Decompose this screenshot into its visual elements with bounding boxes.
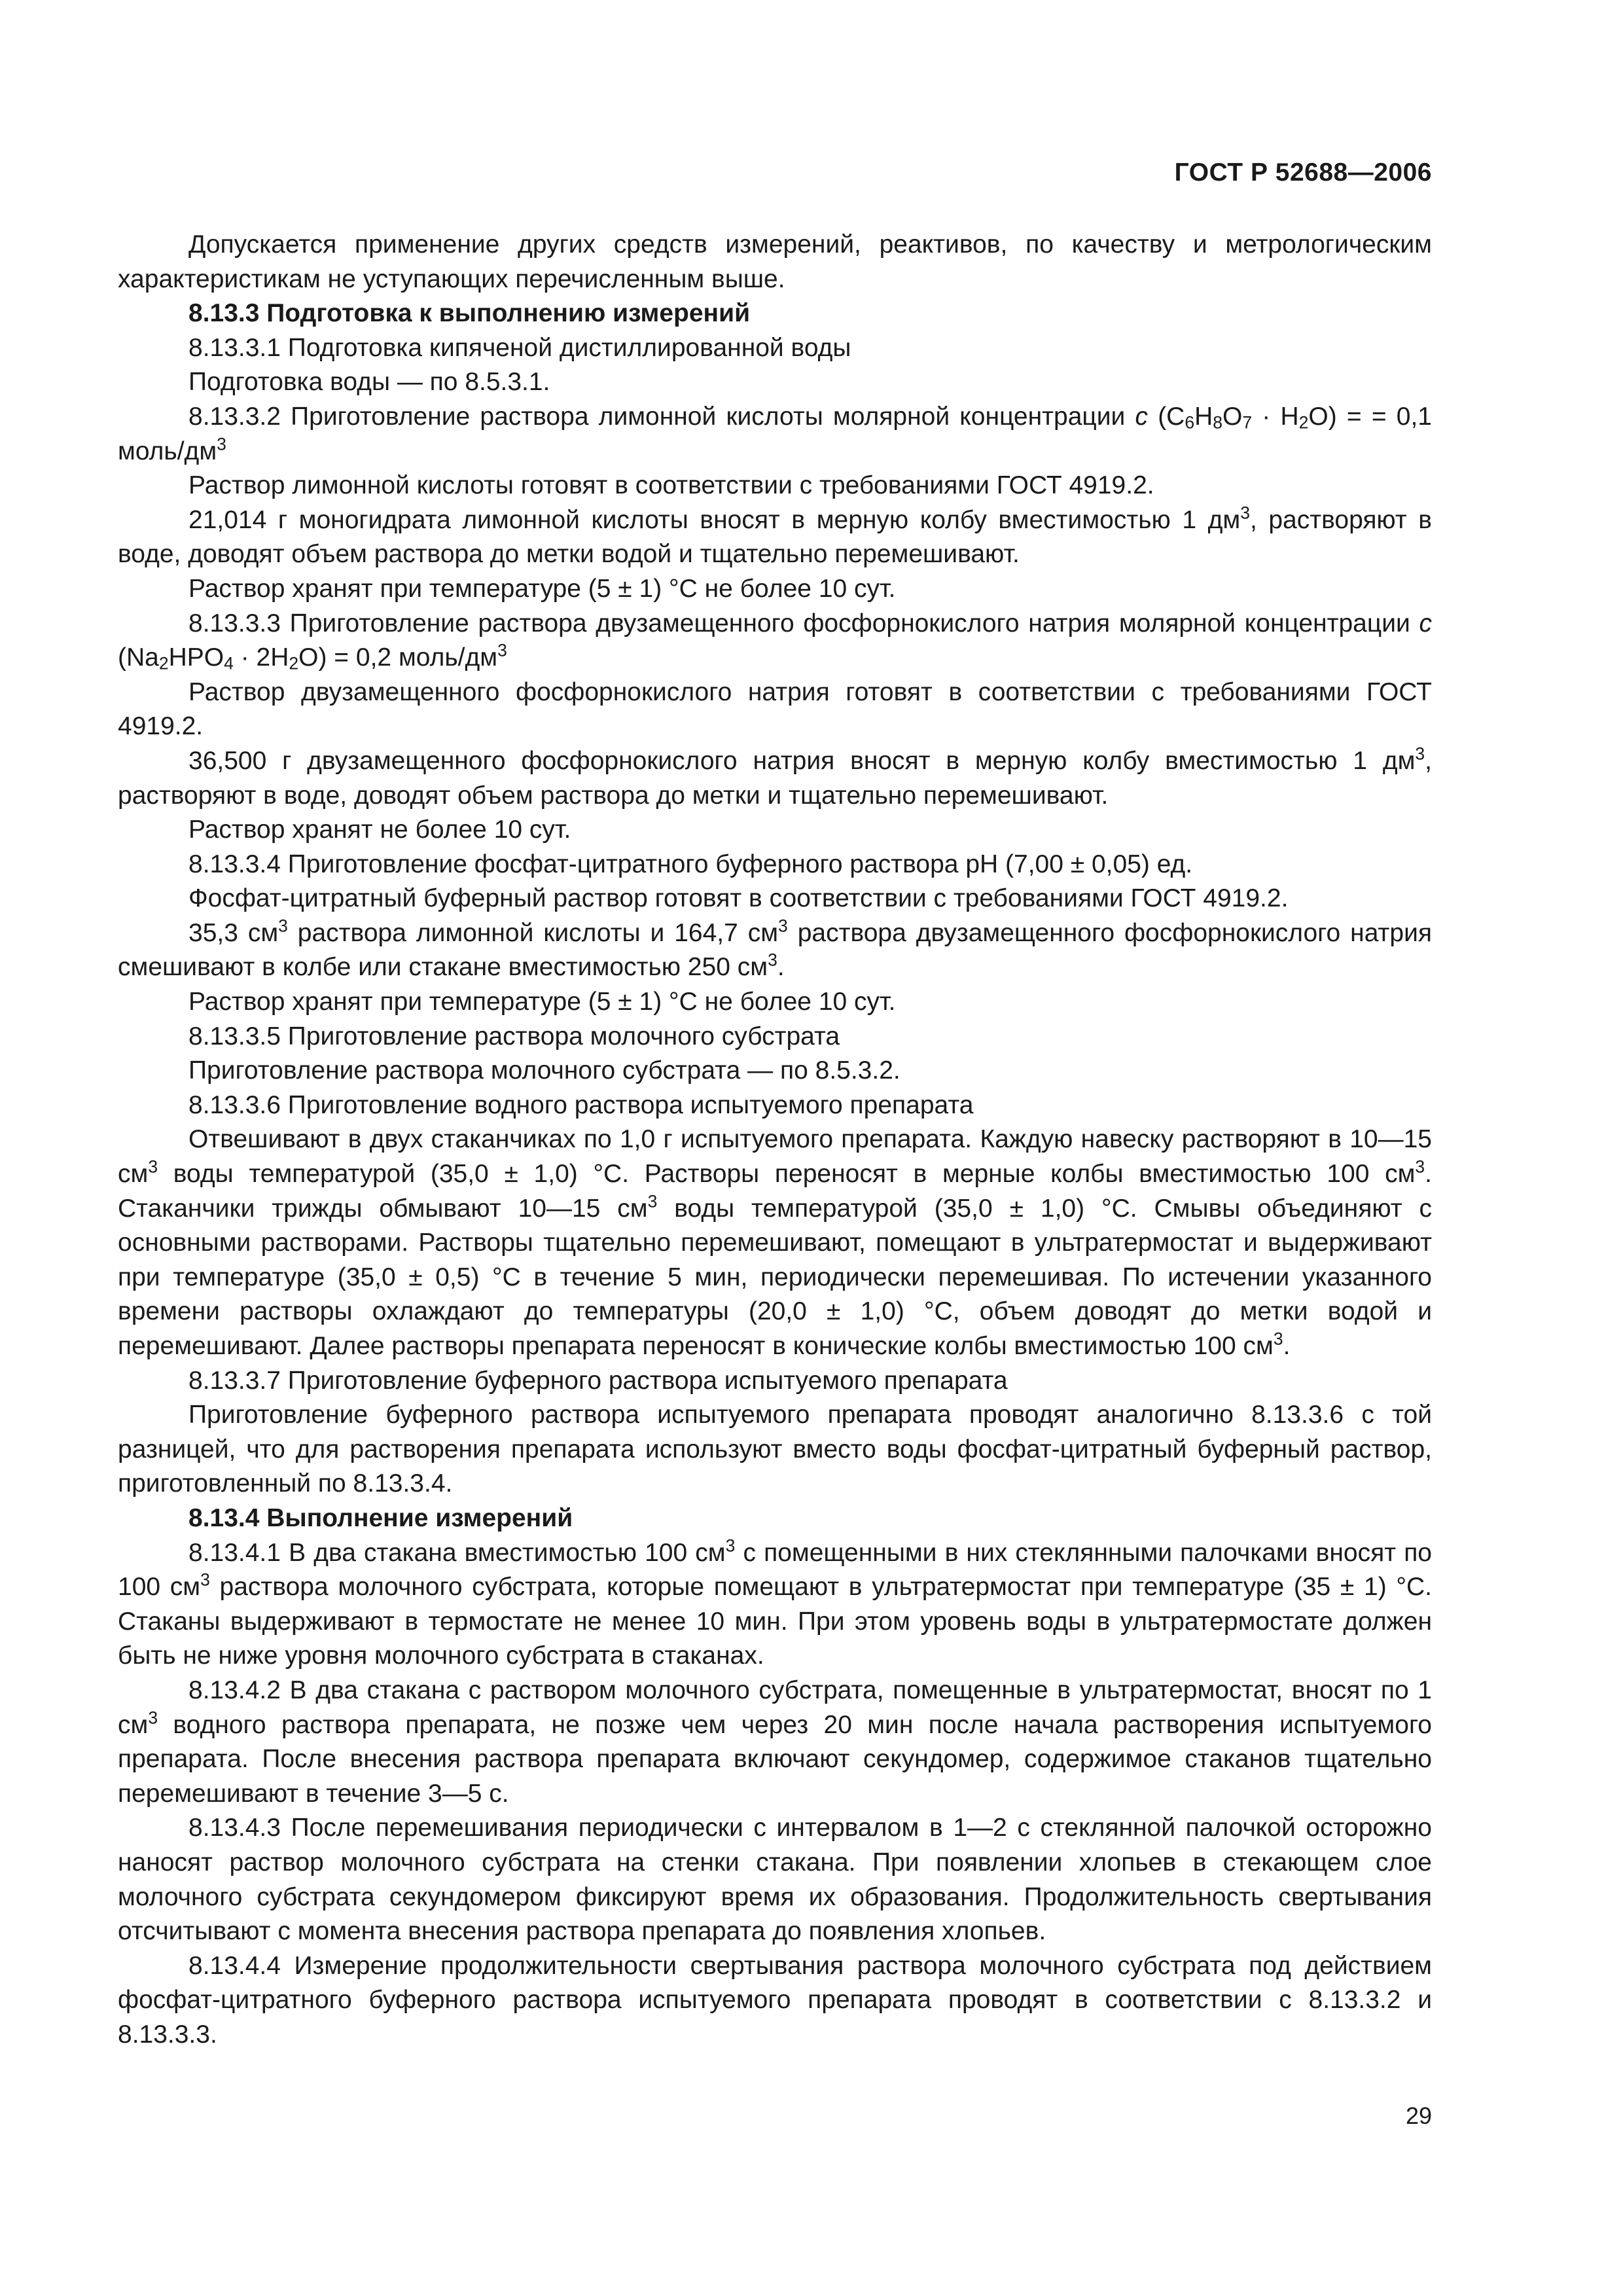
paragraph: 35,3 $см^3$ раствора лимонной кислоты и 164,7 $см^3$ раствора двузамещенного фосфорнокислого натрия смешивают в колбе или стакане вместимостью 250 $см^3$. (118, 916, 1432, 982)
subsection-title: 8.13.3.5 Приготовление раствора молочного субстрата (188, 1022, 840, 1050)
subsection-title: 8.13.3.1 Подготовка кипяченой дистиллированной воды (188, 333, 851, 362)
paragraph: 8.13.4.1 В два стакана вместимостью 100 $см^3$ с помещенными в них стеклянными палочками вносят по 100 $см^3$ раствора молочного субстрата, которые помещают в ультратермостат при температуре (35 ± 1) °С. Стаканы выдерживают в термостате не менее 10 мин. При этом уровень воды в ультратермостате должен быть не ниже уровня молочного субстрата в стаканах. (118, 1535, 1433, 1670)
paragraph: 8.13.4.4 Измерение продолжительности свертывания раствора молочного субстрата под действием фосфат-цитратного буферного раствора испытуемого препарата проводят в соответствии с 8.13.3.2 и 8.13.3.3. (118, 1951, 1432, 2049)
paragraph: Раствор хранят не более 10 сут. (188, 816, 571, 844)
paragraph: Подготовка воды — по 8.5.3.1. (188, 368, 550, 397)
section-heading: 8.13.3 Подготовка к выполнению измерений (188, 299, 751, 328)
section-heading: 8.13.4 Выполнение измерений (188, 1503, 573, 1532)
paragraph: Приготовление буферного раствора испытуемого препарата проводят аналогично 8.13.3.6 с той разницей, что для растворения препарата используют вместо воды фосфат-цитратный буферный раствор, приготовленный по 8.13.3.4. (118, 1401, 1432, 1498)
document-header: ГОСТ Р 52688—2006 (1174, 158, 1432, 187)
paragraph: Раствор хранят при температуре (5 ± 1) °С не более 10 сут. (188, 574, 896, 603)
document-body (118, 228, 1432, 2052)
paragraph: Отвешивают в двух стаканчиках по 1,0 г испытуемого препарата. Каждую навеску растворяют в 10—15 $см^3$ воды температурой (35,0 ± 1,0) °С. Растворы переносят в мерные колбы вместимостью 100 $см^3$. Стаканчики трижды обмывают 10—15 $см^3$ воды температурой (35,0 ± 1,0) °С. Смывы объединяют с основными растворами. Растворы тщательно перемешивают, помещают в ультратермостат и выдерживают при температуре (35,0 ± 0,5) °С в течение 5 мин, периодически перемешивая. По истечении указанного времени растворы охлаждают до температуры (20,0 ± 1,0) °С, объем доводят до метки водой и перемешивают. Далее растворы препарата переносят в конические колбы вместимостью 100 $см^3$. (118, 1125, 1432, 1360)
paragraph: Раствор двузамещенного фосфорнокислого натрия готовят в соответствии с требованиями ГОСТ 4919.2. (118, 677, 1432, 741)
subsection-title: 8.13.3.2 Приготовление раствора лимонной кислоты молярной концентрации с $(C_6H_8O_7 \cdot H_2O)$ = = 0,1 моль/$дм^3$ (118, 402, 1432, 465)
subsection-title: 8.13.3.4 Приготовление фосфат-цитратного буферного раствора рН (7,00 ± 0,05) ед. (188, 850, 1193, 878)
paragraph: Раствор лимонной кислоты готовят в соответствии с требованиями ГОСТ 4919.2. (188, 471, 1154, 500)
paragraph: Фосфат-цитратный буферный раствор готовят в соответствии с требованиями ГОСТ 4919.2. (188, 884, 1289, 913)
paragraph: 8.13.4.2 В два стакана с раствором молочного субстрата, помещенные в ультратермостат, вносят по 1 $см^3$ водного раствора препарата, не позже чем через 20 мин после начала растворения испытуемого препарата. После внесения раствора препарата включают секундомер, содержимое стаканов тщательно перемешивают в течение 3—5 с. (118, 1676, 1432, 1808)
paragraph: 21,014 г моногидрата лимонной кислоты вносят в мерную колбу вместимостью 1 $дм^3$, растворяют в воде, доводят объем раствора до метки водой и тщательно перемешивают. (118, 503, 1432, 569)
paragraph: Приготовление раствора молочного субстрата — по 8.5.3.2. (188, 1056, 901, 1085)
paragraph: 36,500 г двузамещенного фосфорнокислого натрия вносят в мерную колбу вместимостью 1 $дм^3$, растворяют в воде, доводят объем раствора до метки и тщательно перемешивают. (118, 744, 1432, 810)
subsection-title: 8.13.3.7 Приготовление буферного раствора испытуемого препарата (188, 1366, 1008, 1395)
paragraph: 8.13.4.3 После перемешивания периодически с интервалом в 1—2 с стеклянной палочкой осторожно наносят раствор молочного субстрата на стенки стакана. При появлении хлопьев в стекающем слое молочного субстрата секундомером фиксируют время их образования. Продолжительность свертывания отсчитывают с момента внесения раствора препарата до появления хлопьев. (118, 1814, 1432, 1946)
subsection-title: 8.13.3.6 Приготовление водного раствора испытуемого препарата (188, 1090, 974, 1119)
paragraph: Раствор хранят при температуре (5 ± 1) °С не более 10 сут. (188, 988, 896, 1016)
subsection-title: 8.13.3.3 Приготовление раствора двузамещенного фосфорнокислого натрия молярной концентрации с $(Na_2HPO_4 \cdot 2H_2O) = 0,2$ моль/$дм^3$ (118, 609, 1432, 673)
page-number: 29 (1405, 2102, 1432, 2129)
paragraph: Допускается применение других средств измерений, реактивов, по качеству и метрологическим характеристикам не уступающих перечисленным выше. (118, 230, 1432, 293)
